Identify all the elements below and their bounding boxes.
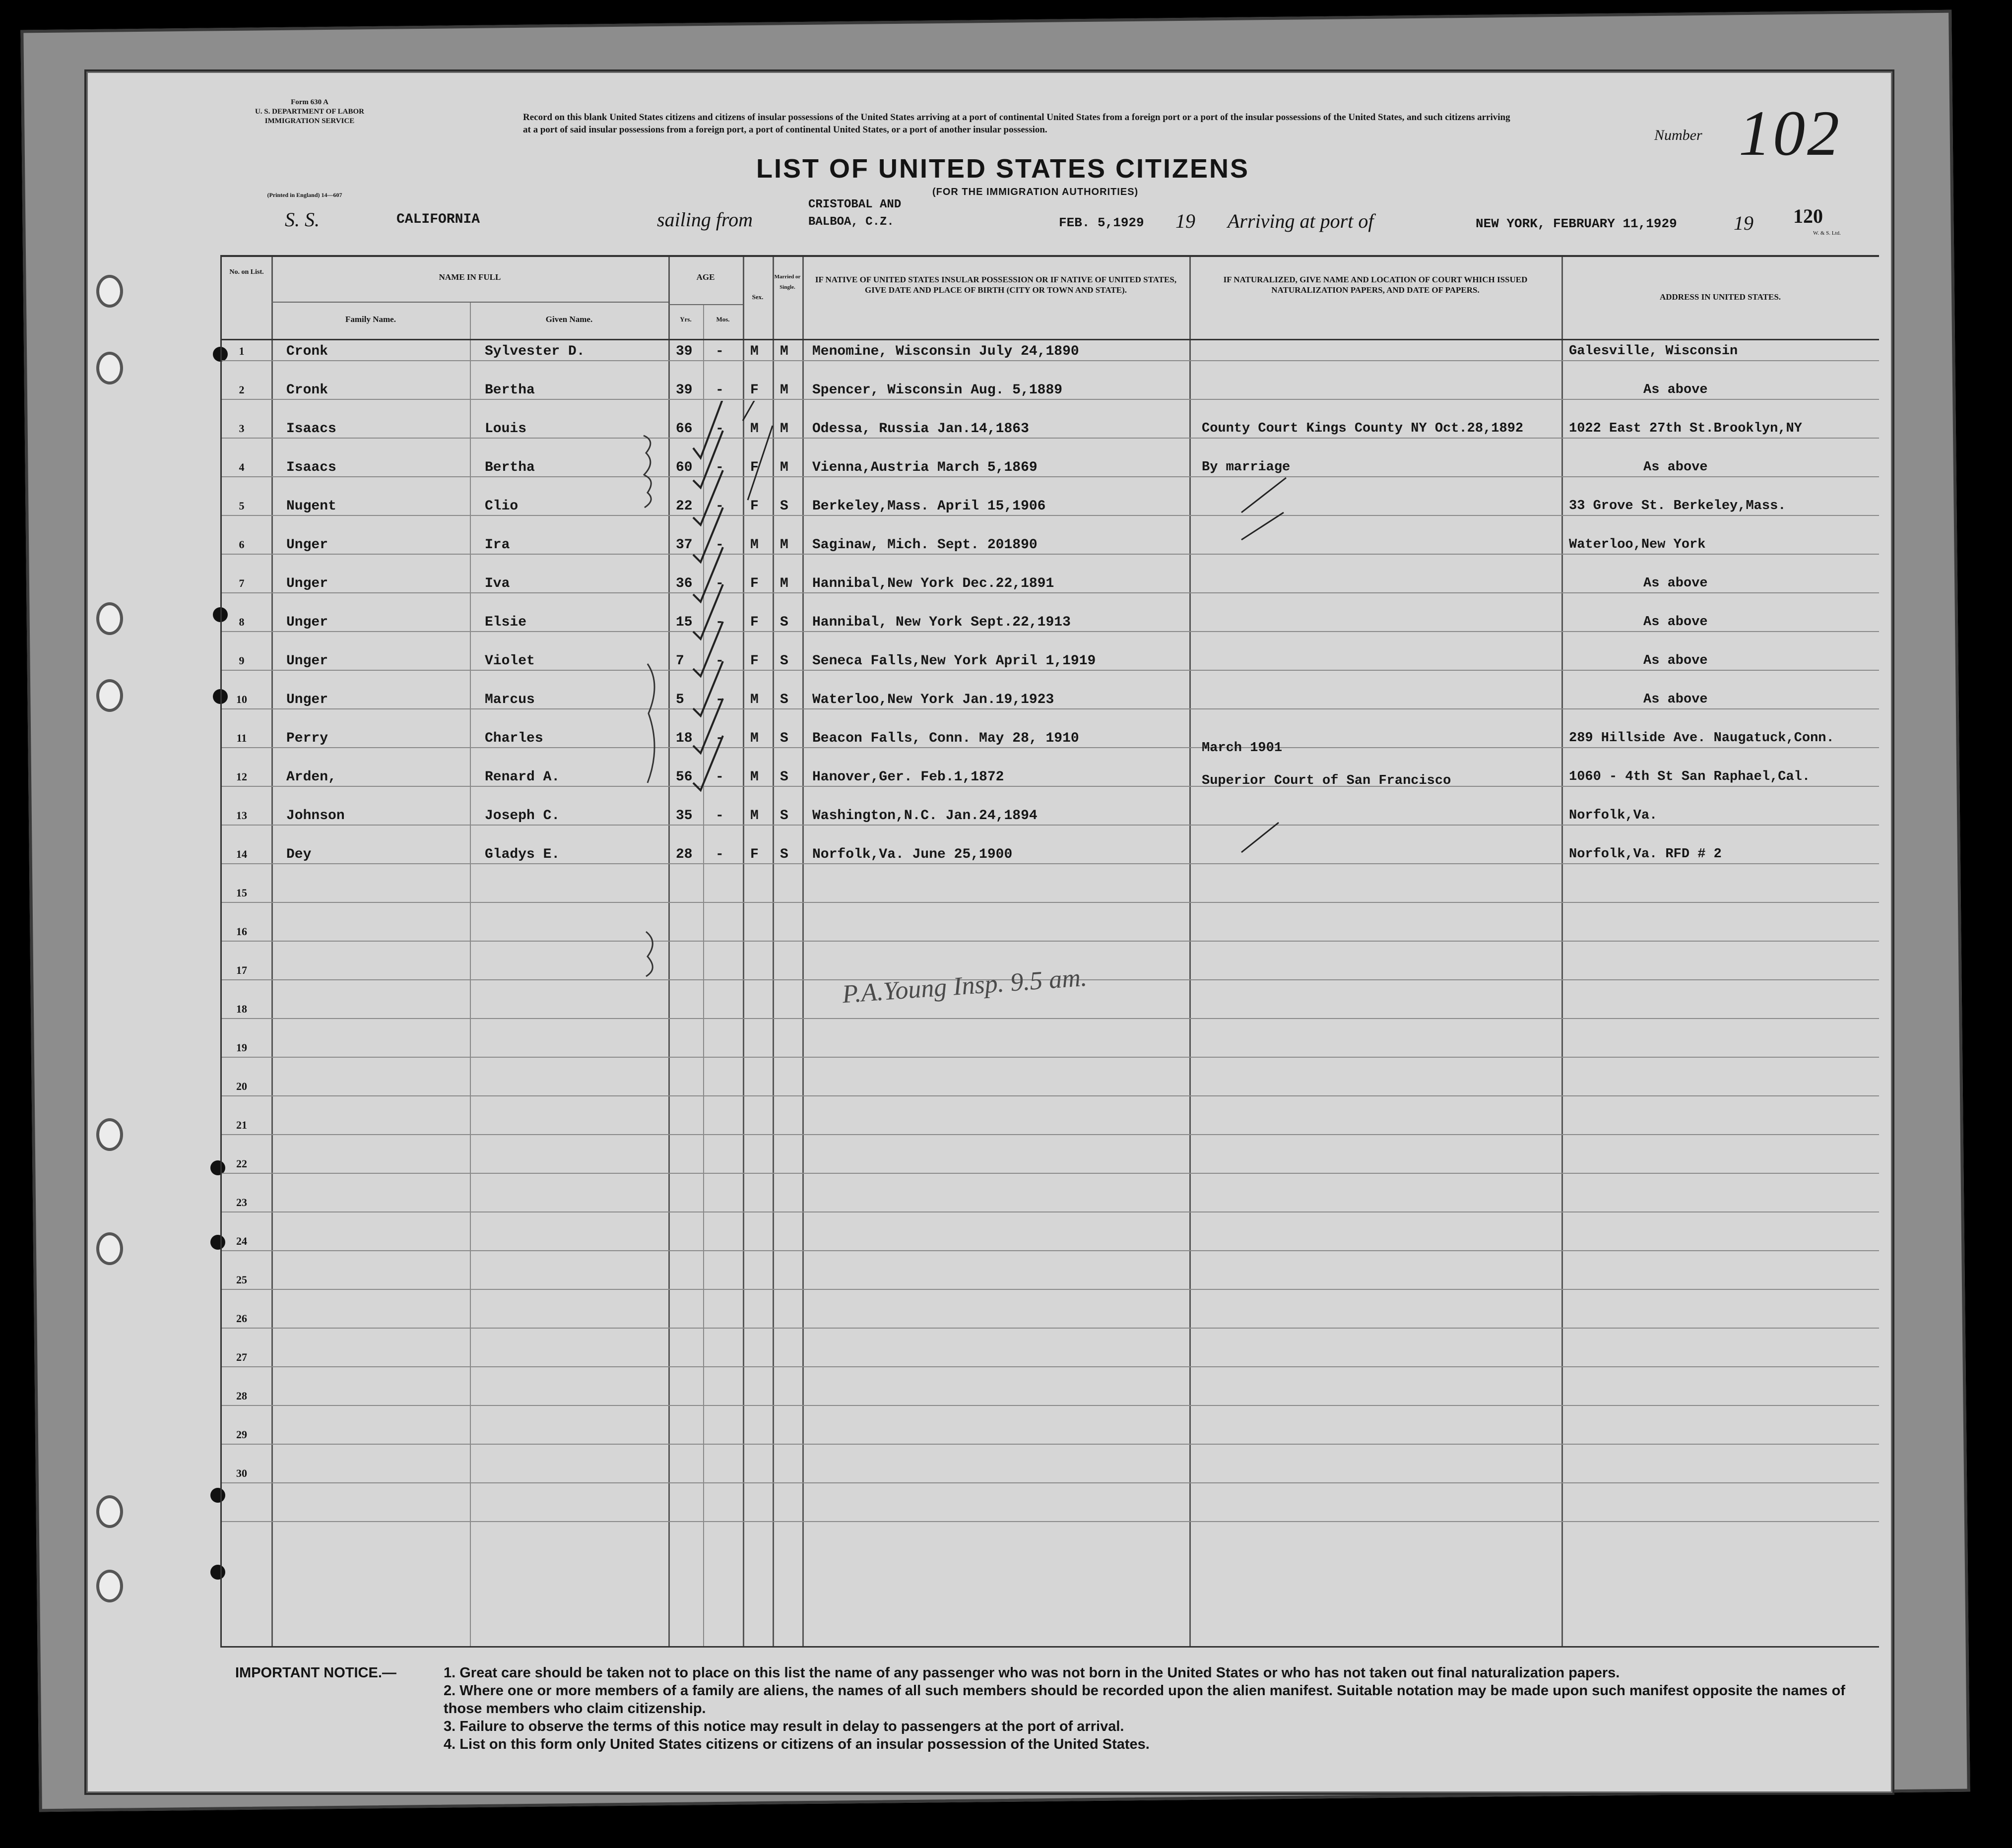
age-years-cell: 7 [676,653,684,669]
form-block [235,98,384,126]
row-rule [222,1057,1879,1058]
family-name-cell: Isaacs [286,421,336,437]
row-rule [222,515,1879,516]
row-number: 29 [236,1428,247,1441]
notice-item-3: 3. Failure to observe the terms of this notice may result in delay to passengers at the port of arrival. [444,1719,1124,1734]
row-number: 23 [236,1196,247,1209]
age-years-cell: 36 [676,576,693,591]
row-rule [222,1521,1879,1522]
family-name-cell: Isaacs [286,460,336,475]
sex-cell: F [750,847,759,862]
row-number: 5 [239,500,245,512]
row-number: 21 [236,1119,247,1131]
department: U. S. DEPARTMENT OF LABOR [255,108,365,116]
row-rule [222,399,1879,400]
age-months-cell: - [715,382,724,398]
header-name-in-full: NAME IN FULL [439,272,501,282]
ship-name: CALIFORNIA [396,212,480,227]
year-prefix-1: 19 [1175,210,1195,232]
punch-hole [96,1570,123,1602]
address-cell: Norfolk,Va. RFD # 2 [1569,847,1722,862]
age-months-cell: - [715,731,724,746]
row-number: 4 [239,461,245,473]
row-number: 27 [236,1351,247,1363]
row-number: 19 [236,1041,247,1054]
row-rule [222,476,1879,477]
birth-cell: Menomine, Wisconsin July 24,1890 [812,344,1079,359]
row-rule [222,554,1879,555]
ss-label: S. S. [285,208,320,231]
marital-status-cell: M [780,537,788,553]
row-number: 20 [236,1080,247,1092]
sailing-from-port-1: CRISTOBAL AND [808,198,902,211]
row-number: 8 [239,616,245,628]
check-marks [688,401,778,947]
age-years-cell: 60 [676,460,693,475]
given-name-cell: Louis [485,421,527,437]
row-number: 28 [236,1390,247,1402]
sex-cell: F [750,653,759,669]
family-name-cell: Cronk [286,382,328,398]
marital-status-cell: M [780,382,788,398]
birth-cell: Vienna,Austria March 5,1869 [812,460,1038,475]
inspector-signature: P.A.Young Insp. 9.5 am. [841,963,1088,1009]
age-years-cell: 15 [676,615,693,630]
address-cell: 33 Grove St. Berkeley,Mass. [1569,499,1786,513]
given-name-cell: Charles [485,731,543,746]
row-rule [222,1482,1879,1483]
family-name-cell: Unger [286,576,328,591]
marital-status-cell: S [780,692,788,707]
row-rule [222,360,1879,361]
sex-cell: M [750,769,759,785]
age-months-cell: - [715,653,724,669]
family-name-cell: Arden, [286,769,336,785]
row-rule [222,1173,1879,1174]
punch-hole [96,1232,123,1265]
marital-status-cell: S [780,769,788,785]
row-number: 25 [236,1274,247,1286]
instructions: Record on this blank United States citizens and citizens of insular possessions of the United States arriving at a port of continental United States from a foreign port or a port of the insular possessions of the United States, and such citizens arriving at a port of said insular possessions from a foreign port, a port of continental United States, or a port of another insular possession. [523,112,1510,135]
age-months-cell: - [715,769,724,785]
given-name-cell: Clio [485,499,519,514]
header-mos: Mos. [716,316,730,323]
header-yrs: Yrs. [680,316,692,323]
age-years-cell: 18 [676,731,693,746]
age-months-cell: - [715,576,724,591]
given-name-cell: Joseph C. [485,808,560,824]
address-cell: Norfolk,Va. [1569,808,1658,823]
age-years-cell: 28 [676,847,693,862]
birth-cell: Odessa, Russia Jan.14,1863 [812,421,1029,437]
row-number: 14 [236,848,247,860]
header-naturalized: IF NATURALIZED, GIVE NAME AND LOCATION OF COURT WHICH ISSUED NATURALIZATION PAPERS, AND DATE OF PAPERS. [1223,275,1528,295]
address-cell: Waterloo,New York [1569,537,1706,552]
age-years-cell: 37 [676,537,693,553]
marital-status-cell: S [780,499,788,514]
row-rule [222,1328,1879,1329]
header-married-single: Married or Single. [774,274,801,290]
row-rule [222,1366,1879,1367]
address-cell: As above [1643,692,1708,707]
printed-note: (Printed in England) 14—607 [267,191,342,198]
row-rule [222,1405,1879,1406]
manifest-page [84,69,1894,1795]
row-rule [222,863,1879,864]
row-number: 6 [239,538,245,551]
notice-item-4: 4. List on this form only United States citizens or citizens of an insular possession of the United States. [444,1736,1150,1752]
number-label: Number [1654,127,1702,143]
row-rule [222,1095,1879,1096]
address-cell: As above [1643,576,1708,591]
header-birth: IF NATIVE OF UNITED STATES INSULAR POSSESSION OR IF NATIVE OF UNITED STATES, GIVE DATE AND PLACE OF BIRTH (CITY OR TOWN AND STATE). [815,275,1177,295]
naturalization-cell: County Court Kings County NY Oct.28,1892 [1202,421,1524,436]
address-cell: As above [1643,653,1708,668]
age-months-cell: - [715,421,724,437]
naturalization-ticks [1239,475,1298,872]
family-name-cell: Unger [286,615,328,630]
marital-status-cell: M [780,344,788,359]
row-rule [222,1211,1879,1212]
age-years-cell: 66 [676,421,693,437]
birth-cell: Norfolk,Va. June 25,1900 [812,847,1013,862]
service: IMMIGRATION SERVICE [264,117,355,125]
age-months-cell: - [715,808,724,824]
birth-cell: Hannibal,New York Dec.22,1891 [812,576,1054,591]
address-cell: 1060 - 4th St San Raphael,Cal. [1569,769,1811,784]
row-number: 12 [236,770,247,783]
row-rule [222,941,1879,942]
naturalization-cell: March 1901 [1202,741,1283,756]
age-months-cell: - [715,847,724,862]
marital-status-cell: M [780,421,788,437]
marital-status-cell: S [780,615,788,630]
naturalization-cell: By marriage [1202,460,1291,475]
year-prefix-2: 19 [1734,212,1753,234]
birth-cell: Beacon Falls, Conn. May 28, 1910 [812,731,1079,746]
birth-cell: Hannibal, New York Sept.22,1913 [812,615,1071,630]
row-rule [222,902,1879,903]
age-months-cell: - [715,344,724,359]
birth-cell: Washington,N.C. Jan.24,1894 [812,808,1038,824]
family-name-cell: Perry [286,731,328,746]
punch-hole [96,275,123,308]
family-name-cell: Unger [286,653,328,669]
row-rule [222,438,1879,439]
arriving-label: Arriving at port of [1228,210,1374,232]
age-months-cell: - [715,537,724,553]
sheet-number: 120 [1793,205,1823,227]
family-name-cell: Cronk [286,344,328,359]
birth-cell: Berkeley,Mass. April 15,1906 [812,499,1046,514]
manifest-table [220,255,1879,1648]
address-cell: Galesville, Wisconsin [1569,344,1738,359]
row-number: 10 [236,693,247,705]
sailing-from-label: sailing from [657,208,753,231]
notice-item-2: 2. Where one or more members of a family are aliens, the names of all such members should be recorded upon the alien manifest. Suitable notation may be made upon such manifest opposite the names of those members who claim citizenship. [444,1683,1845,1717]
marital-status-cell: S [780,653,788,669]
row-rule [222,1444,1879,1445]
age-years-cell: 56 [676,769,693,785]
row-number: 11 [236,732,247,744]
age-years-cell: 35 [676,808,693,824]
row-number: 30 [236,1467,247,1479]
punch-hole [96,352,123,384]
row-number: 16 [236,925,247,938]
row-number: 17 [236,964,247,976]
row-rule [222,786,1879,787]
given-name-cell: Violet [485,653,535,669]
marital-status-cell: M [780,576,788,591]
age-years-cell: 39 [676,344,693,359]
punch-hole [96,1118,123,1151]
age-months-cell: - [715,460,724,475]
age-years-cell: 22 [676,499,693,514]
family-name-cell: Unger [286,692,328,707]
row-number: 2 [239,383,245,396]
given-name-cell: Ira [485,537,510,553]
sex-cell: F [750,576,759,591]
sailing-date: FEB. 5,1929 [1059,215,1144,230]
family-name-cell: Johnson [286,808,345,824]
header-address: ADDRESS IN UNITED STATES. [1659,292,1781,302]
birth-cell: Waterloo,New York Jan.19,1923 [812,692,1054,707]
marital-status-cell: S [780,731,788,746]
notice-heading: IMPORTANT NOTICE.— [235,1665,396,1681]
important-notice [235,1664,1873,1753]
family-name-cell: Unger [286,537,328,553]
row-number: 3 [239,422,245,435]
row-number: 22 [236,1157,247,1170]
row-number: 9 [239,654,245,667]
header-sex: Sex. [752,293,764,301]
sex-cell: M [750,344,759,359]
sex-cell: M [750,731,759,746]
age-years-cell: 5 [676,692,684,707]
row-rule [222,1250,1879,1251]
sex-cell: F [750,382,759,398]
naturalization-cell: Superior Court of San Francisco [1202,773,1451,788]
row-rule [222,670,1879,671]
header-given-name: Given Name. [545,315,593,324]
sex-cell: F [750,499,759,514]
row-number: 18 [236,1003,247,1015]
printer-mark: W. & S. Ltd. [1813,230,1841,236]
birth-cell: Seneca Falls,New York April 1,1919 [812,653,1096,669]
number-value: 102 [1739,98,1841,169]
notice-item-1: 1. Great care should be taken not to place on this list the name of any passenger who was not born in the United States or who has not taken out final naturalization papers. [444,1665,1620,1681]
address-cell: 289 Hillside Ave. Naugatuck,Conn. [1569,731,1834,746]
given-name-cell: Bertha [485,382,535,398]
given-name-cell: Marcus [485,692,535,707]
age-months-cell: - [715,692,724,707]
given-name-cell: Elsie [485,615,527,630]
sex-cell: M [750,421,759,437]
address-cell: As above [1643,615,1708,630]
sailing-from-port-2: BALBOA, C.Z. [808,215,894,229]
age-years-cell: 39 [676,382,693,398]
header-no: No. on List. [229,268,264,276]
punch-hole [96,1495,123,1528]
sex-cell: F [750,615,759,630]
family-brace-marks [634,426,663,1160]
form-id: Form 630 A [291,98,328,106]
row-rule [222,1289,1879,1290]
row-number: 26 [236,1312,247,1325]
sex-cell: M [750,692,759,707]
family-name-cell: Dey [286,847,312,862]
age-months-cell: - [715,499,724,514]
row-number: 13 [236,809,247,822]
arrival-port-date: NEW YORK, FEBRUARY 11,1929 [1476,216,1677,231]
birth-cell: Spencer, Wisconsin Aug. 5,1889 [812,382,1063,398]
row-rule [222,708,1879,709]
given-name-cell: Iva [485,576,510,591]
row-number: 15 [236,887,247,899]
given-name-cell: Bertha [485,460,535,475]
row-rule [222,825,1879,826]
given-name-cell: Renard A. [485,769,560,785]
marital-status-cell: M [780,460,788,475]
row-rule [222,1134,1879,1135]
birth-cell: Hanover,Ger. Feb.1,1872 [812,769,1004,785]
address-cell: 1022 East 27th St.Brooklyn,NY [1569,421,1802,436]
page-subtitle: (FOR THE IMMIGRATION AUTHORITIES) [932,187,1139,197]
address-cell: As above [1643,460,1708,475]
sex-cell: M [750,808,759,824]
punch-hole [96,679,123,712]
row-number: 7 [239,577,245,589]
row-rule [222,747,1879,748]
address-cell: As above [1643,382,1708,397]
header-age: AGE [696,272,715,282]
row-rule [222,631,1879,632]
header-family-name: Family Name. [345,315,396,324]
marital-status-cell: S [780,847,788,862]
birth-cell: Saginaw, Mich. Sept. 201890 [812,537,1038,553]
given-name-cell: Sylvester D. [485,344,585,359]
given-name-cell: Gladys E. [485,847,560,862]
page-title: LIST OF UNITED STATES CITIZENS [756,154,1249,184]
row-number: 24 [236,1235,247,1247]
sex-cell: M [750,537,759,553]
age-months-cell: - [715,615,724,630]
row-number: 1 [239,345,245,357]
marital-status-cell: S [780,808,788,824]
sex-cell: F [750,460,759,475]
row-rule [222,1018,1879,1019]
punch-hole [96,602,123,635]
row-rule [222,592,1879,593]
family-name-cell: Nugent [286,499,336,514]
